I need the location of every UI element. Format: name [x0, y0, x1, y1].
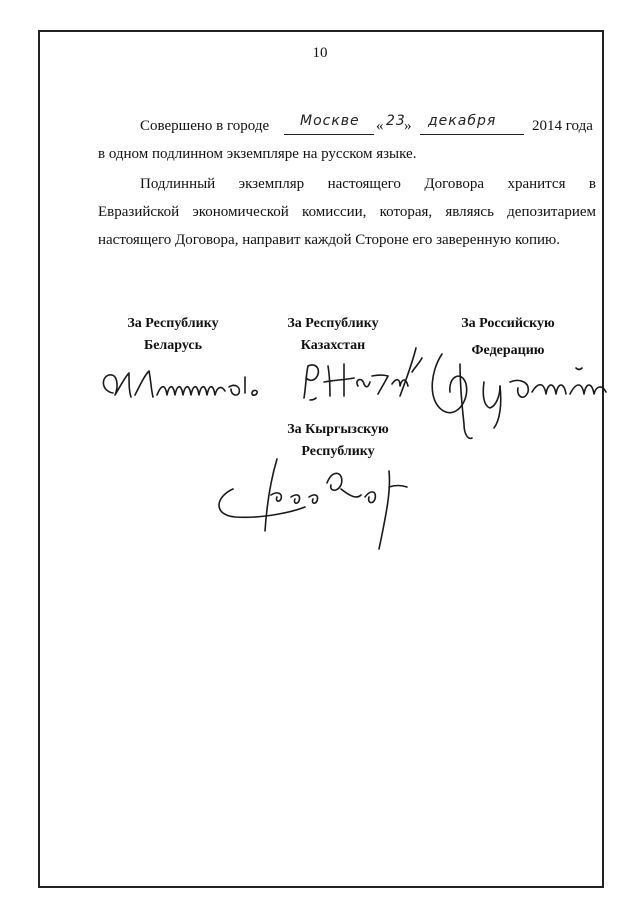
kyrgyzstan-heading-line-1: За Кыргызскую: [287, 422, 389, 437]
kazakhstan-heading-line-1: За Республику: [287, 316, 379, 331]
depositary-line-1: Подлинный экземпляр настоящего Договора хранится в: [140, 176, 596, 192]
kyrgyzstan-signature: [205, 445, 415, 555]
belarus-signature: [95, 355, 295, 415]
day-quote-close: »: [404, 118, 412, 134]
day-handwritten: 23: [386, 113, 406, 129]
city-blank-line: [284, 133, 374, 135]
day-quote-open: «: [376, 118, 384, 134]
depositary-line-3: настоящего Договора, направит каждой Стороне его заверенную копию.: [98, 232, 561, 248]
month-blank-line: [420, 133, 524, 135]
city-handwritten: Москве: [300, 113, 360, 129]
russia-heading-line-2: Федерацию: [471, 343, 545, 358]
page-number: 10: [312, 45, 328, 61]
kazakhstan-heading-line-2: Казахстан: [300, 338, 366, 353]
kazakhstan-signature: [296, 340, 436, 410]
russia-heading-line-1: За Российскую: [461, 316, 555, 331]
depositary-line-2: Евразийской экономической комиссии, которая, являясь депозитарием: [98, 204, 596, 220]
kyrgyzstan-heading-line-2: Республику: [301, 444, 375, 459]
belarus-heading-line-1: За Республику: [127, 316, 219, 331]
russia-signature: [420, 348, 620, 448]
conclusion-line-2: в одном подлинном экземпляре на русском языке.: [98, 146, 417, 162]
year-text: 2014 года: [532, 118, 593, 134]
belarus-heading-line-2: Беларусь: [143, 338, 203, 353]
month-handwritten: декабря: [428, 113, 497, 129]
conclusion-text-start: Совершено в городе: [140, 118, 270, 134]
